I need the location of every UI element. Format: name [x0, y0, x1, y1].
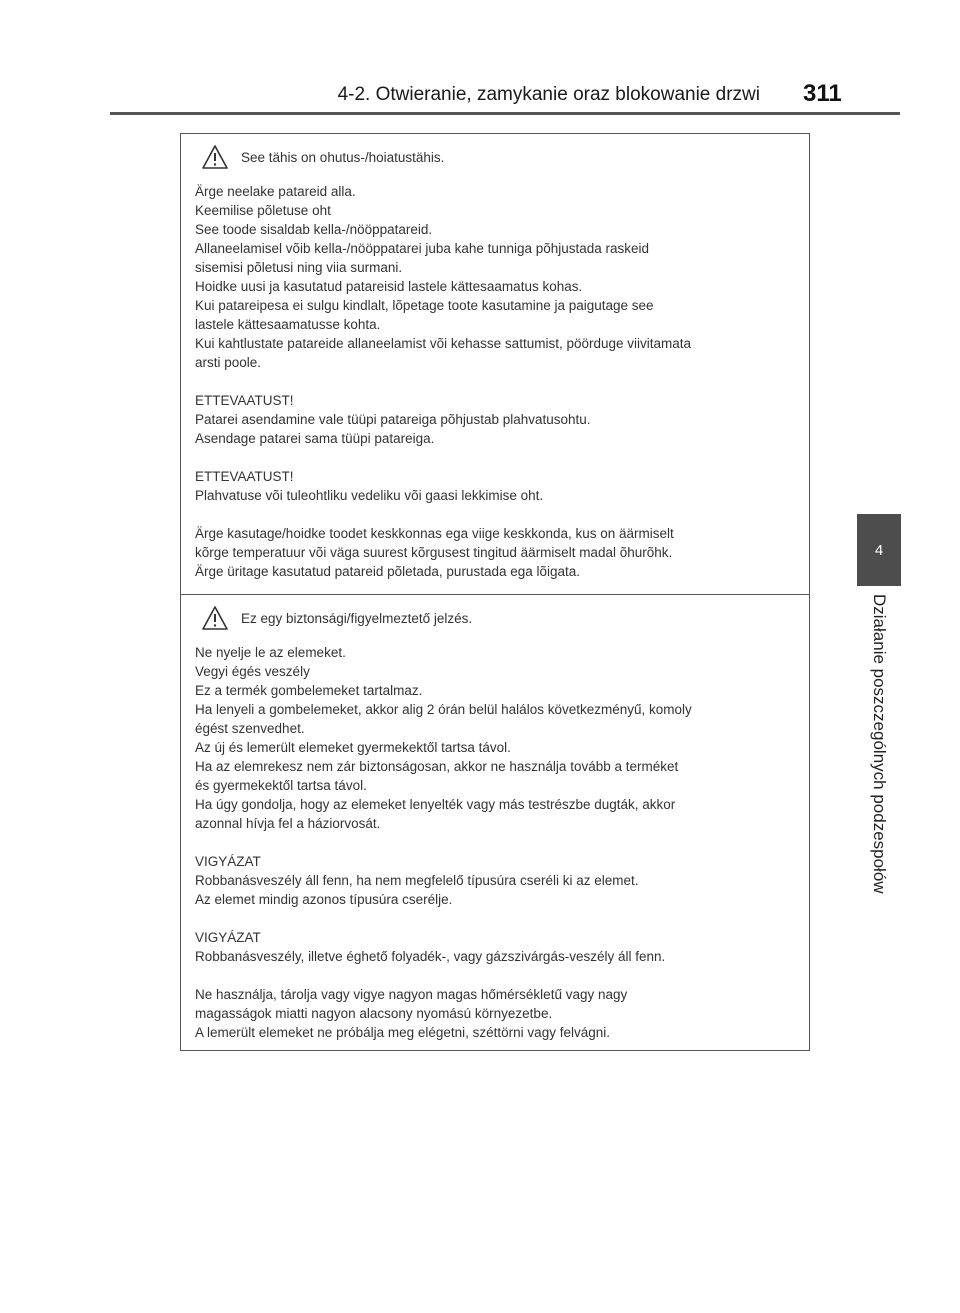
estonian-heading-text: See tähis on ohutus-/hoiatustähis.	[241, 149, 445, 165]
text-line: Hoidke uusi ja kasutatud patareisid lastele kättesaamatus kohas.	[195, 279, 583, 294]
text-line: Ez a termék gombelemeket tartalmaz.	[195, 683, 423, 698]
text-line: Allaneelamisel võib kella-/nööppatarei juba kahe tunniga põhjustada raskeid	[195, 241, 650, 256]
text-line: sisemisi põletusi ning viia surmani.	[195, 260, 403, 275]
text-line: Asendage patarei sama tüüpi patareiga.	[195, 431, 435, 446]
estonian-paragraph	[195, 182, 795, 372]
chapter-label-text: Działanie poszczególnych podzespołów	[870, 594, 889, 894]
chapter-label	[857, 594, 901, 934]
text-line: Robbanásveszély áll fenn, ha nem megfelelő típusúra cseréli ki az elemet.	[195, 873, 639, 888]
text-line: és gyermekektől tartsa távol.	[195, 778, 367, 793]
text-line: lastele kättesaamatusse kohta.	[195, 317, 381, 332]
text-line: Keemilise põletuse oht	[195, 203, 331, 218]
warning-triangle-icon	[201, 144, 229, 170]
hungarian-paragraph	[195, 852, 795, 909]
header-rule	[110, 112, 900, 115]
text-line: égést szenvedhet.	[195, 721, 305, 736]
hungarian-paragraph	[195, 643, 795, 833]
text-line: arsti poole.	[195, 355, 262, 370]
text-line: A lemerült elemeket ne próbálja meg elégetni, széttörni vagy felvágni.	[195, 1025, 610, 1040]
warning-triangle-icon	[201, 605, 229, 631]
text-line: ETTEVAATUST!	[195, 469, 294, 484]
text-line: Az elemet mindig azonos típusúra cserélje.	[195, 892, 453, 907]
text-line: azonnal hívja fel a háziorvosát.	[195, 816, 381, 831]
hungarian-heading-text: Ez egy biztonsági/figyelmeztető jelzés.	[241, 610, 473, 626]
text-line: See toode sisaldab kella-/nööppatareid.	[195, 222, 433, 237]
text-line: Vegyi égés veszély	[195, 664, 310, 679]
page-number: 311	[803, 80, 842, 107]
estonian-paragraph	[195, 467, 795, 505]
text-line: Robbanásveszély, illetve éghető folyadék-, vagy gázszivárgás-veszély áll fenn.	[195, 949, 666, 964]
text-line: ETTEVAATUST!	[195, 393, 294, 408]
hungarian-warning-heading	[195, 603, 795, 633]
hungarian-paragraph	[195, 928, 795, 966]
text-line: magasságok miatti nagyon alacsony nyomású környezetbe.	[195, 1006, 553, 1021]
estonian-warning-heading	[195, 142, 795, 172]
text-line: Ha úgy gondolja, hogy az elemeket lenyelték vagy más testrészbe dugták, akkor	[195, 797, 676, 812]
hungarian-paragraph	[195, 985, 795, 1042]
estonian-paragraph	[195, 391, 795, 448]
text-line: Ärge neelake patareid alla.	[195, 184, 356, 199]
text-line: Ha az elemrekesz nem zár biztonságosan, akkor ne használja tovább a terméket	[195, 759, 679, 774]
text-line: Ne nyelje le az elemeket.	[195, 645, 346, 660]
hungarian-warning-section	[181, 594, 809, 1049]
text-line: Ne használja, tárolja vagy vigye nagyon magas hőmérsékletű vagy nagy	[195, 987, 628, 1002]
text-line: Kui patareipesa ei sulgu kindlalt, lõpetage toote kasutamine ja paigutage see	[195, 298, 654, 313]
text-line: Ha lenyeli a gombelemeket, akkor alig 2 órán belül halálos következményű, komoly	[195, 702, 692, 717]
text-line: Plahvatuse või tuleohtliku vedeliku või gaasi lekkimise oht.	[195, 488, 544, 503]
text-line: kõrge temperatuur või väga suurest kõrgusest tingitud äärmiselt madal õhurõhk.	[195, 545, 673, 560]
chapter-number: 4	[874, 541, 884, 559]
text-line: Kui kahtlustate patareide allaneelamist või kehasse sattumist, pöörduge viivitamata	[195, 336, 692, 351]
text-line: Ärge üritage kasutatud patareid põletada, purustada ega lõigata.	[195, 564, 581, 579]
chapter-tab	[857, 514, 901, 586]
safety-notice-box	[180, 133, 810, 1051]
text-line: VIGYÁZAT	[195, 854, 261, 869]
text-line: Patarei asendamine vale tüüpi patareiga põhjustab plahvatusohtu.	[195, 412, 591, 427]
estonian-warning-section	[181, 134, 809, 594]
header-title: 4-2. Otwieranie, zamykanie oraz blokowanie drzwi	[337, 84, 760, 105]
text-line: Ärge kasutage/hoidke toodet keskkonnas ega viige keskkonda, kus on äärmiselt	[195, 526, 674, 541]
text-line: Az új és lemerült elemeket gyermekektől tartsa távol.	[195, 740, 511, 755]
estonian-paragraph	[195, 524, 795, 581]
text-line: VIGYÁZAT	[195, 930, 261, 945]
